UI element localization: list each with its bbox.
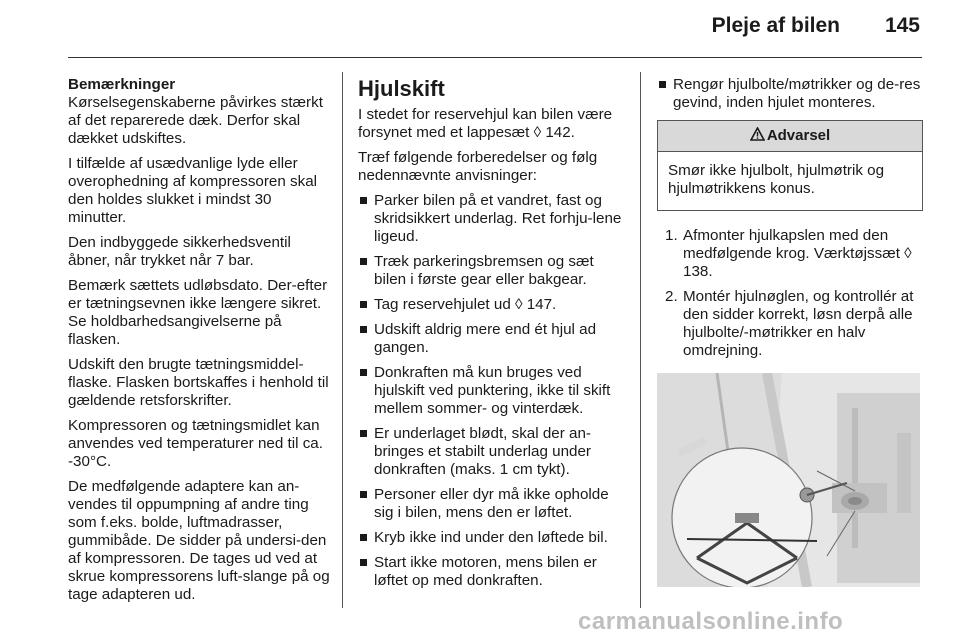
notes-paragraph: Kompressoren og tætningsmidlet kan anvendes ved temperaturer ned til ca. -30°C. <box>68 417 323 470</box>
list-item: Er underlaget blødt, skal der an-bringes et stabilt underlag under donkraften (maks. 1 cm tykt). <box>358 425 626 479</box>
list-item: Rengør hjulbolte/møtrikker og de-res gevind, inden hjulet monteres. <box>657 76 923 112</box>
list-item: Kryb ikke ind under den løftede bil. <box>358 529 626 547</box>
list-item: Parker bilen på et vandret, fast og skridsikkert underlag. Ret forhju-lene ligeud. <box>358 192 626 246</box>
list-item <box>657 227 923 281</box>
warning-title: Advarsel <box>766 127 831 144</box>
intro-paragraph: Træf følgende forberedelser og følg nedennævnte anvisninger: <box>358 149 598 184</box>
column-divider-2 <box>640 72 641 608</box>
header-rule <box>68 57 922 58</box>
watermark: carmanualsonline.info <box>578 608 844 635</box>
warning-box <box>657 120 923 211</box>
step-number: 2. <box>665 288 678 305</box>
cleaning-list <box>657 76 923 112</box>
warning-text: Smør ikke hjulbolt, hjulmøtrik og hjulmøtrikkens konus. <box>668 162 885 197</box>
list-item: Udskift aldrig mere end ét hjul ad gangen. <box>358 321 626 357</box>
column-wheel-change <box>358 76 626 597</box>
notes-paragraph: I tilfælde af usædvanlige lyde eller overophedning af kompressoren skal den holdes slukket i mindst 30 minutter. <box>68 155 318 226</box>
list-item: Træk parkeringsbremsen og sæt bilen i første gear eller bakgear. <box>358 253 626 289</box>
steps-list <box>657 227 923 360</box>
page-number: 145 <box>884 14 920 37</box>
list-item: Personer eller dyr må ikke opholde sig i bilen, mens den er løftet. <box>358 486 626 522</box>
list-item: Donkraften må kun bruges ved hjulskift ved punktering, ikke til skift mellem sommer- og vinterdæk. <box>358 364 626 418</box>
jack-illustration <box>657 373 920 587</box>
column-notes <box>68 76 330 611</box>
column-divider-1 <box>342 72 343 608</box>
column-steps <box>657 76 923 587</box>
notes-paragraph: Kørselsegenskaberne påvirkes stærkt af det reparerede dæk. Derfor skal dækket udskiftes. <box>68 94 323 147</box>
preparation-list <box>358 192 626 590</box>
warning-triangle-icon <box>750 127 765 145</box>
notes-heading: Bemærkninger <box>68 76 176 93</box>
header-title: Pleje af bilen <box>711 14 840 37</box>
warning-title-bar <box>658 121 922 152</box>
step-text: Afmonter hjulkapslen med den medfølgende krog. Værktøjssæt ◊ 138. <box>683 227 912 280</box>
list-item <box>657 288 923 360</box>
list-item: Tag reservehjulet ud ◊ 147. <box>358 296 626 314</box>
intro-paragraph: I stedet for reservehjul kan bilen være forsynet med et lappesæt ◊ 142. <box>358 106 613 141</box>
notes-paragraph: Den indbyggede sikkerhedsventil åbner, når trykket når 7 bar. <box>68 234 291 269</box>
notes-paragraph: Bemærk sættets udløbsdato. Der-efter er tætningsevnen ikke længere sikret. Se holdbarhedsangivelserne på flasken. <box>68 277 328 348</box>
notes-paragraph: Udskift den brugte tætningsmiddel-flaske. Flasken bortskaffes i henhold til gældende retsforskrifter. <box>68 356 329 409</box>
step-text: Montér hjulnøglen, og kontrollér at den sidder korrekt, løsn derpå alle hjulbolte/-møtrikker en halv omdrejning. <box>683 288 914 359</box>
section-heading: Hjulskift <box>358 76 445 101</box>
notes-paragraph: De medfølgende adaptere kan an-vendes til oppumpning af andre ting som f.eks. bolde, luftmadrasser, gummibåde. De sidder på undersi-den af kompressoren. De tages ud ved at skrue kompressorens luft-slange på og tage adapteren ud. <box>68 478 330 603</box>
list-item: Start ikke motoren, mens bilen er løftet op med donkraften. <box>358 554 626 590</box>
step-number: 1. <box>665 227 678 244</box>
